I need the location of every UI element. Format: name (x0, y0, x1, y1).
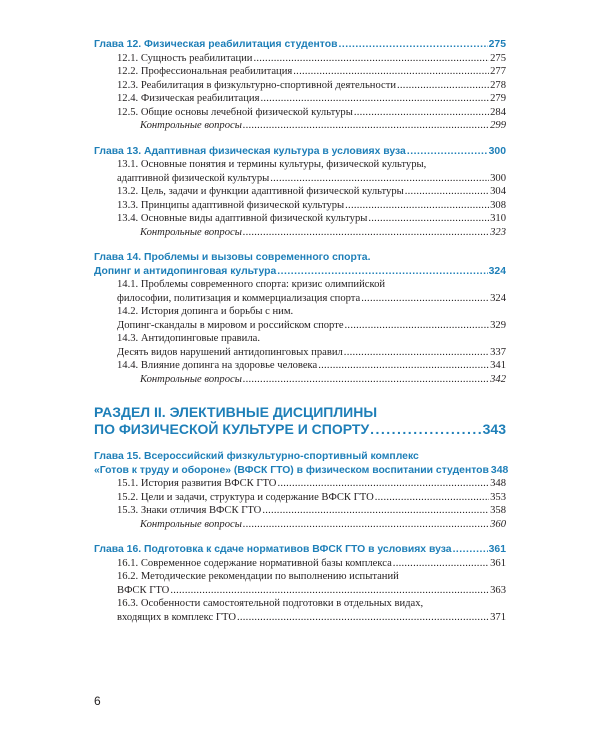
toc-line (94, 38, 506, 52)
toc-title: 14.1. Проблемы современного спорта: кризис олимпийской (117, 279, 386, 290)
toc-subsection (94, 185, 506, 199)
dot-leader (243, 373, 489, 387)
toc-title: 12.2. Профессиональная реабилитация (117, 66, 293, 77)
toc-subsection (94, 491, 506, 505)
page-number: 6 (94, 694, 101, 708)
toc-page-number: 308 (490, 199, 506, 211)
toc-page-number: 304 (490, 186, 506, 197)
dot-leader (253, 52, 489, 66)
toc-title: 16.2. Методические рекомендации по выполнению испытаний (117, 571, 399, 582)
toc-title: адаптивной физической культуры (117, 172, 270, 184)
toc-line (117, 319, 506, 333)
toc-page-number: 278 (490, 79, 506, 91)
toc-title: Глава 16. Подготовка к сдаче нормативов ВФСК ГТО в условиях вуза (94, 544, 452, 555)
dot-leader (361, 292, 489, 306)
toc-page-number: 361 (490, 557, 506, 569)
toc-title: Глава 15. Всероссийский физкультурно-спортивный комплекс (94, 451, 419, 462)
toc-subsection (94, 570, 506, 597)
toc-page-number: 300 (488, 145, 506, 157)
table-of-contents (94, 38, 509, 624)
toc-line (117, 491, 506, 505)
toc-line (140, 119, 506, 133)
dot-leader (243, 226, 489, 240)
toc-title: Допинг и антидопинговая культура (94, 265, 277, 277)
dot-leader (338, 38, 487, 52)
toc-review-questions (94, 119, 506, 133)
toc-subsection (94, 106, 506, 120)
toc-title: Допинг-скандалы в мировом и российском спорте (117, 319, 344, 331)
toc-subsection (94, 158, 506, 185)
toc-title: философии, политизация и коммерциализация спорта (117, 292, 361, 304)
toc-chapter (94, 251, 506, 278)
toc-title: 15.3. Знаки отличия ВФСК ГТО (117, 505, 262, 516)
toc-chapter (94, 450, 509, 477)
toc-line (117, 185, 506, 199)
toc-title: 12.5. Общие основы лечебной физической культуры (117, 106, 353, 118)
toc-title: 12.3. Реабилитация в физкультурно-спортивной деятельности (117, 79, 397, 91)
toc-title: Глава 12. Физическая реабилитация студентов (94, 39, 338, 50)
toc-page-number: 358 (490, 505, 506, 516)
toc-line (94, 404, 506, 421)
toc-line (117, 346, 506, 360)
toc-subsection (94, 52, 506, 66)
toc-title: Контрольные вопросы (140, 226, 242, 238)
toc-line (117, 292, 506, 306)
dot-leader (397, 79, 489, 93)
toc-chapter (94, 543, 506, 557)
toc-title: Десять видов нарушений антидопинговых правил (117, 346, 343, 358)
toc-title: РАЗДЕЛ II. ЭЛЕКТИВНЫЕ ДИСЦИПЛИНЫ (94, 404, 378, 420)
toc-line (117, 106, 506, 120)
toc-title: 16.3. Особенности самостоятельной подготовки в отдельных видах, (117, 598, 424, 609)
dot-leader (345, 319, 490, 333)
toc-page-number: 342 (490, 373, 506, 385)
toc-title: 15.2. Цели и задачи, структура и содержание ВФСК ГТО (117, 491, 374, 503)
toc-line (94, 450, 506, 464)
toc-line (94, 421, 506, 438)
toc-page-number: 360 (490, 518, 506, 530)
toc-title: ПО ФИЗИЧЕСКОЙ КУЛЬТУРЕ И СПОРТУ (94, 421, 370, 437)
toc-line (117, 278, 506, 292)
toc-title: Глава 14. Проблемы и вызовы современного спорта. (94, 252, 371, 263)
toc-title: 12.4. Физическая реабилитация (117, 93, 260, 104)
toc-page-number: 371 (490, 611, 506, 623)
dot-leader (345, 199, 489, 213)
toc-subsection (94, 79, 506, 93)
dot-leader (393, 557, 489, 571)
toc-line (117, 557, 506, 571)
toc-page-number: 363 (490, 584, 506, 596)
dot-leader (344, 346, 489, 360)
toc-line (94, 464, 509, 478)
toc-line (117, 305, 506, 319)
toc-line (117, 199, 506, 213)
toc-chapter (94, 38, 506, 52)
toc-title: 14.2. История допинга и борьбы с ним. (117, 306, 294, 317)
toc-title: Контрольные вопросы (140, 518, 242, 530)
toc-review-questions (94, 226, 506, 240)
toc-page-number: 279 (490, 93, 506, 104)
toc-title: Контрольные вопросы (140, 120, 242, 131)
toc-title: 13.2. Цель, задачи и функции адаптивной физической культуры (117, 186, 404, 197)
dot-leader (277, 477, 489, 491)
toc-page-number: 348 (490, 464, 509, 476)
toc-page-number: 337 (490, 346, 506, 358)
dot-leader (262, 504, 489, 518)
toc-page-number: 275 (490, 52, 506, 64)
toc-page-number: 310 (490, 213, 506, 224)
toc-line (117, 79, 506, 93)
toc-title: «Готов к труду и обороне» (ВФСК ГТО) в физическом воспитании студентов (94, 464, 489, 476)
toc-page-number: 348 (490, 478, 506, 489)
toc-chapter (94, 145, 506, 159)
toc-title: 16.1. Современное содержание нормативной базы комплекса (117, 557, 392, 569)
dot-leader (277, 265, 487, 279)
toc-page-number: 353 (490, 491, 506, 503)
dot-leader (318, 359, 489, 373)
toc-line (94, 145, 506, 159)
toc-line (117, 584, 506, 598)
toc-line (117, 611, 506, 625)
toc-subsection (94, 305, 506, 332)
toc-line (117, 477, 506, 491)
toc-line (94, 543, 506, 557)
toc-line (117, 332, 506, 346)
toc-page-number: 277 (490, 66, 506, 77)
toc-page-number: 300 (490, 172, 506, 184)
toc-page-number: 361 (488, 544, 506, 555)
toc-line (94, 265, 506, 279)
toc-subsection (94, 477, 506, 491)
toc-line (94, 251, 506, 265)
toc-title: 14.3. Антидопинговые правила. (117, 333, 260, 344)
toc-subsection (94, 92, 506, 106)
toc-page-number: 284 (490, 106, 506, 118)
dot-leader (270, 172, 489, 186)
toc-subsection (94, 332, 506, 359)
dot-leader (405, 185, 489, 199)
toc-page-number: 329 (490, 319, 506, 331)
dot-leader (453, 543, 488, 557)
toc-subsection (94, 212, 506, 226)
toc-title: 12.1. Сущность реабилитации (117, 52, 253, 64)
toc-title: Глава 13. Адаптивная физическая культура в условиях вуза (94, 145, 406, 157)
toc-page-number: 341 (490, 360, 506, 371)
toc-title: 13.1. Основные понятия и термины культуры, физической культуры, (117, 159, 427, 170)
toc-line (117, 52, 506, 66)
dot-leader (260, 92, 489, 106)
toc-page-number: 323 (490, 226, 506, 238)
dot-leader (243, 518, 489, 532)
toc-line (117, 504, 506, 518)
toc-section (94, 404, 506, 438)
toc-page-number: 275 (488, 39, 506, 50)
toc-line (117, 65, 506, 79)
toc-subsection (94, 597, 506, 624)
toc-line (117, 158, 506, 172)
toc-subsection (94, 278, 506, 305)
toc-line (117, 172, 506, 186)
dot-leader (368, 212, 489, 226)
toc-review-questions (94, 373, 506, 387)
toc-page-number: 324 (488, 265, 506, 277)
toc-line (117, 597, 506, 611)
toc-page-number: 299 (490, 120, 506, 131)
toc-subsection (94, 65, 506, 79)
dot-leader (237, 611, 489, 625)
toc-subsection (94, 359, 506, 373)
dot-leader (293, 65, 489, 79)
dot-leader (243, 119, 489, 133)
toc-line (140, 373, 506, 387)
toc-title: 15.1. История развития ВФСК ГТО (117, 478, 277, 489)
toc-line (140, 226, 506, 240)
toc-title: 13.3. Принципы адаптивной физической культуры (117, 199, 345, 211)
toc-line (140, 518, 506, 532)
toc-line (117, 359, 506, 373)
toc-title: входящих в комплекс ГТО (117, 611, 236, 623)
toc-title: 14.4. Влияние допинга на здоровье человека (117, 360, 318, 371)
toc-subsection (94, 557, 506, 571)
toc-line (117, 212, 506, 226)
dot-leader (375, 491, 489, 505)
toc-subsection (94, 504, 506, 518)
toc-subsection (94, 199, 506, 213)
toc-title: ВФСК ГТО (117, 584, 170, 596)
dot-leader (354, 106, 489, 120)
dot-leader (370, 421, 481, 438)
toc-line (117, 570, 506, 584)
toc-page-number: 324 (490, 292, 506, 304)
dot-leader (407, 145, 488, 159)
toc-title: 13.4. Основные виды адаптивной физической культуры (117, 213, 368, 224)
toc-page-number: 343 (482, 421, 506, 437)
dot-leader (170, 584, 489, 598)
toc-line (117, 92, 506, 106)
toc-title: Контрольные вопросы (140, 373, 242, 385)
toc-review-questions (94, 518, 506, 532)
